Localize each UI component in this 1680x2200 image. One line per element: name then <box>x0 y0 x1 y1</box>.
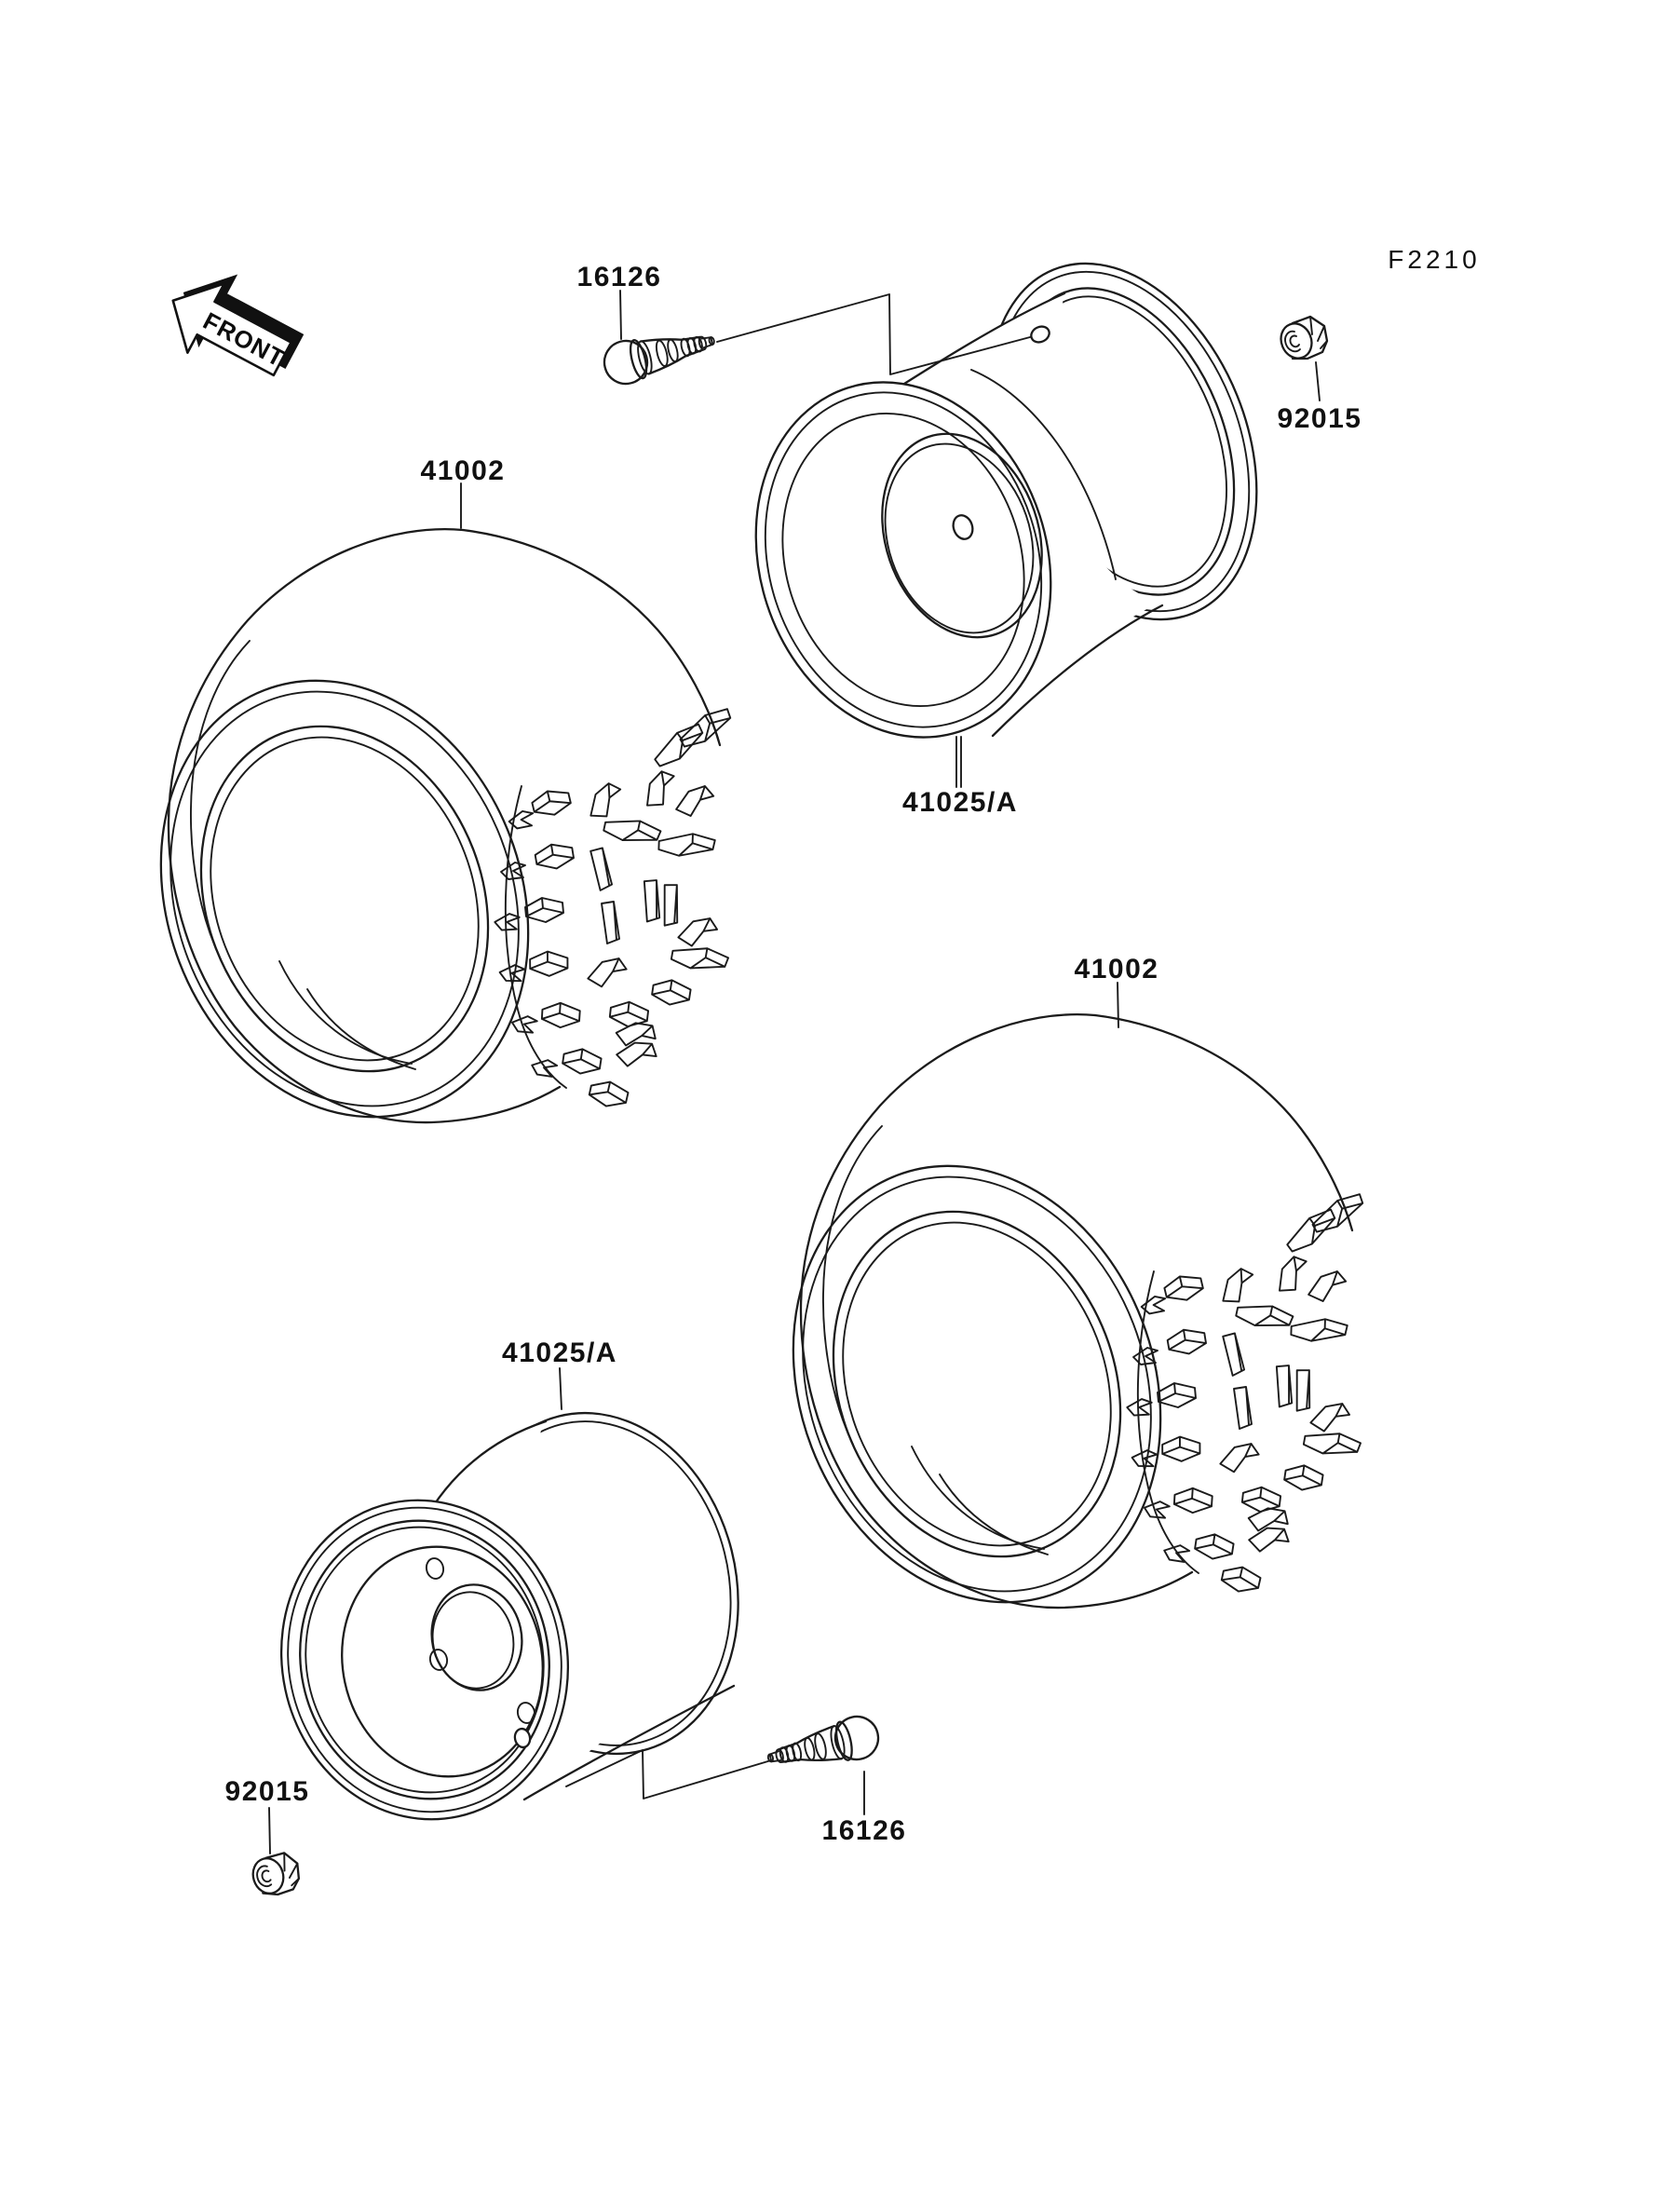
wheel-rim-bottom <box>252 1383 774 1846</box>
front-direction-arrow <box>155 255 312 396</box>
tire-front <box>100 529 736 1171</box>
part-label-nut-bottom: 92015 <box>224 1776 310 1807</box>
part-label-wheel-top: 41025/A <box>902 787 1018 818</box>
figure-code: F2210 <box>1388 245 1481 274</box>
front-arrow-label: FRONT <box>198 306 290 373</box>
tire-rear <box>732 1014 1368 1656</box>
valve-stem-top <box>600 319 719 388</box>
valve-stem-bottom <box>764 1712 883 1779</box>
part-label-tire-top: 41002 <box>420 455 506 486</box>
hex-nut-top <box>1276 317 1327 363</box>
part-label-valve-top: 16126 <box>576 262 662 292</box>
hex-nut-bottom <box>246 1850 301 1900</box>
part-label-valve-bottom: 16126 <box>821 1815 907 1846</box>
part-label-wheel-bottom: 41025/A <box>502 1338 617 1368</box>
part-label-nut-top: 92015 <box>1277 403 1362 434</box>
part-label-tire-bottom: 41002 <box>1074 954 1159 985</box>
wheel-rim-top <box>711 224 1307 776</box>
